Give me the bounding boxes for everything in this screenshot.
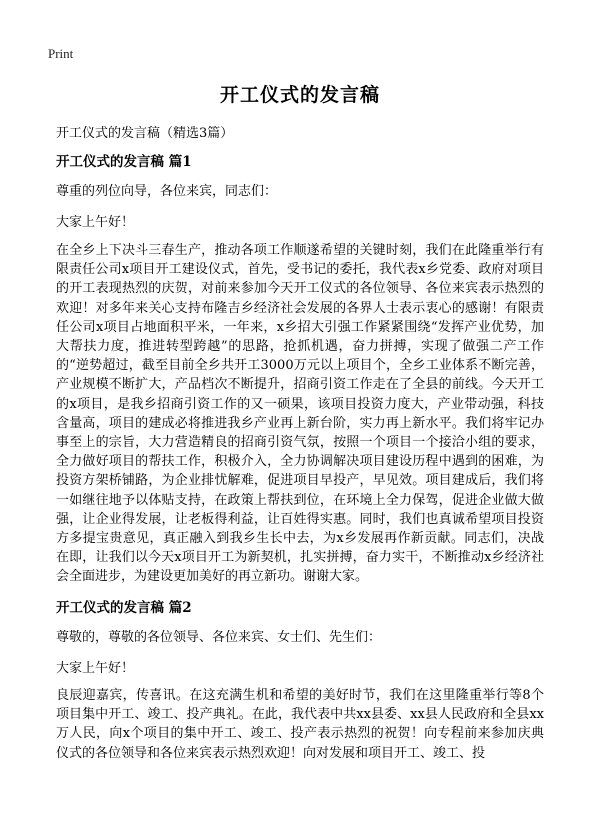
page-title: 开工仪式的发言稿 (219, 84, 380, 106)
section-1-greeting: 大家上午好！ (56, 215, 135, 230)
section-2-heading: 开工仪式的发言稿 篇2 (56, 600, 192, 616)
section-1-body: 在全乡上下决斗三春生产，推动各项工作顺遂希望的关键时刻，我们在此隆重举行有限责任公司x项目开工建设仪式，首先，受书记的委托，我代表x乡党委、政府对项目的开工表现热烈的庆贺，对前来参加今天开工仪式的各位领导、各位来宾表示热烈的欢迎！对多年来关心支持布隆吉乡经济社会发展的各界人士表示衷心的感谢！有限责任公司x项目占地面积平米，一年来，x乡招大引强工作紧紧围绕“发挥产业优势，加大帮扶力度，推进转型跨越”的思路，抢抓机遇，奋力拼搏，实现了做强二产工作的“逆势超过，截至目前全乡共开工3000万元以上项目个，全乡工业体系不断完善，产业规模不断扩大，产品档次不断提升，招商引资工作走在了全县的前线。今天开工的x项目，是我乡招商引资工作的又一硕果，该项目投资力度大，产业带动强，科技含量高，项目的建成必将推进我乡产业再上新台阶，实力再上新水平。我们将牢记办事至上的宗旨，大力营造精良的招商引资气氛，按照一个项目一个接洽小组的要求，全力做好项目的帮扶工作，积极介入，全力协调解决项目建设历程中遇到的困难，为投资方架桥铺路，为企业排忧解难，促进项目早投产，早见效。项目建成后，我们将一如继往地予以体贴支持，在政策上帮扶到位，在环境上全力保驾，促进企业做大做强，让企业得发展，让老板得利益，让百姓得实惠。同时，我们也真诚希望项目投资方多提宝贵意见，真正融入到我乡生长中去，为x乡发展再作新贡献。同志们，决战在即，让我们以今天x项目开工为新契机，扎实拼搏，奋力实干，不断推动x乡经济社会全面进步，为建设更加美好的再立新功。谢谢大家。 (56, 243, 544, 585)
section-2-greeting: 大家上午好！ (56, 661, 135, 676)
document-subtitle: 开工仪式的发言稿（精选3篇） (56, 126, 234, 141)
section-1-heading: 开工仪式的发言稿 篇1 (56, 154, 192, 170)
section-2-body: 良辰迎嘉宾，传喜讯。在这充满生机和希望的美好时节，我们在这里隆重举行等8个项目集中开工、竣工、投产典礼。在此，我代表中共xx县委、xx县人民政府和全县xx万人民，向x个项目的集中开工、竣工、投产表示热烈的祝贺！向专程前来参加庆典仪式的各位领导和各位来宾表示热烈欢迎！向对发展和项目开工、竣工、投 (56, 688, 544, 761)
section-2-salutation: 尊敬的，尊敬的各位领导、各位来宾、女士们、先生们： (56, 630, 382, 645)
print-link[interactable]: Print (48, 46, 74, 61)
section-1-salutation: 尊重的列位向导，各位来宾，同志们： (56, 184, 278, 199)
